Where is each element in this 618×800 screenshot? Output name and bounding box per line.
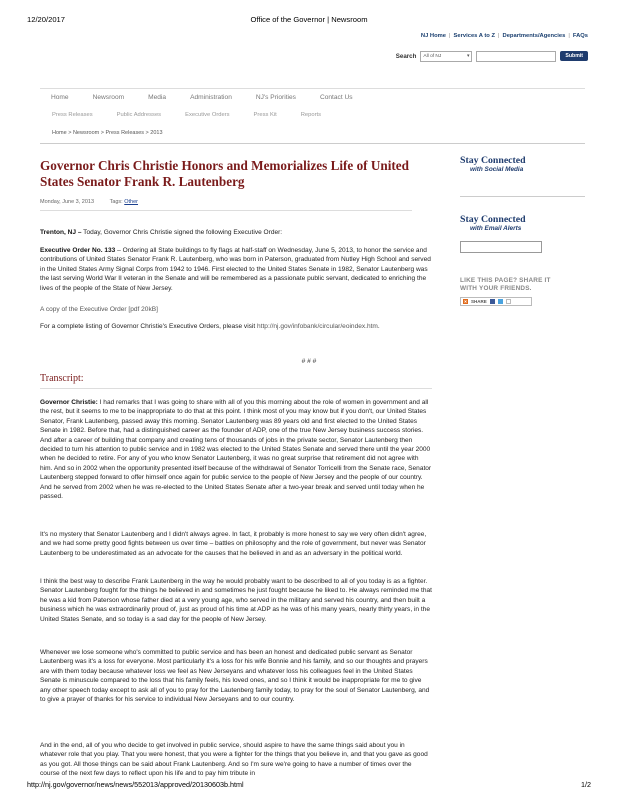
search-scope-value: All of NJ bbox=[423, 53, 442, 59]
share-button[interactable] bbox=[460, 297, 532, 306]
paragraph-text: It's no mystery that Senator Lautenberg and I didn't always agree. In fact, it probably is more honest to say we very often didn't agree, and we had some pretty good fights between us over time – battles on philosophy and the role of government, but never was Senator Lautenberg to be underestimated as an advocate for the causes that he believed in and as an adversary in the political world. bbox=[40, 531, 427, 557]
breadcrumb[interactable]: Home > Newsroom > Press Releases > 2013 bbox=[52, 130, 163, 136]
transcript-paragraph bbox=[40, 398, 432, 501]
email-input[interactable] bbox=[460, 241, 542, 253]
sidebar-share bbox=[460, 277, 585, 306]
paragraph-text: For a complete listing of Governor Christie's Executive Orders, please visit bbox=[40, 323, 258, 330]
article-date: Monday, June 3, 2013 bbox=[40, 199, 95, 205]
faqs-link[interactable]: FAQs bbox=[572, 33, 588, 39]
submit-button[interactable]: Submit bbox=[560, 51, 588, 61]
social-media-link[interactable]: with Social Media bbox=[470, 166, 524, 173]
search-label: Search bbox=[395, 52, 417, 60]
subnav-reports[interactable]: Reports bbox=[300, 112, 322, 118]
speaker-name: Governor Christie: bbox=[40, 399, 98, 406]
separator: | bbox=[498, 33, 500, 39]
facebook-icon bbox=[490, 299, 495, 305]
share-heading-line: LIKE THIS PAGE? SHARE IT bbox=[460, 277, 551, 284]
executive-order-number: Executive Order No. 133 bbox=[40, 247, 116, 254]
separator: | bbox=[568, 33, 570, 39]
article-paragraph bbox=[40, 246, 432, 293]
page-title: Governor Chris Christie Honors and Memorializes Life of United States Senator Frank R. Lautenberg bbox=[40, 158, 409, 189]
transcript-paragraph bbox=[40, 577, 432, 624]
subnav-press-kit[interactable]: Press Kit bbox=[253, 112, 277, 118]
share-label: SHARE bbox=[471, 299, 487, 304]
footer-url: http://nj.gov/governor/news/news/552013/approved/20130603b.html bbox=[27, 780, 244, 789]
stay-connected-heading: Stay Connected bbox=[460, 155, 526, 166]
share-icon bbox=[463, 299, 468, 305]
nav-contact[interactable]: Contact Us bbox=[319, 93, 353, 101]
nav-media[interactable]: Media bbox=[148, 93, 167, 101]
sidebar-email bbox=[460, 214, 585, 253]
divider bbox=[460, 196, 585, 197]
search-input[interactable] bbox=[476, 51, 556, 62]
utility-links bbox=[421, 33, 588, 39]
section-separator: # # # bbox=[301, 358, 317, 365]
eo-index-link[interactable]: http://nj.gov/infobank/circular/eoindex.htm bbox=[257, 323, 378, 330]
paragraph-text: – Ordering all State buildings to fly flags at half-staff on Wednesday, June 5, 2013, to honor the service and contributions of United States Senator Frank R. Lautenberg, who was born in Paterson, graduated from Nutley High School and served in the United States Army Signal Corps from 1942 to 1946. First elected to the United States Senate in 1982, Senator Lautenberg was the last serving World War II veteran in the Senate and will be remembered as a passionate public servant, dedicated to enriching the lives of the people of the State of New Jersey. bbox=[40, 247, 431, 292]
separator: | bbox=[449, 33, 451, 39]
departments-link[interactable]: Departments/Agencies bbox=[502, 33, 566, 39]
services-link[interactable]: Services A to Z bbox=[453, 33, 495, 39]
paragraph-text: I had remarks that I was going to share with all of you this morning about the role of women in government and all the rest, but it seems to me to be inappropriate to do that at this point. I think most of you may know but if you don't, our United States Senator, Frank Lautenberg, passed away this morning. Senator Lautenberg was 89 years old and first elected to the United States Senate in 1982. Before that, had a distinguished career as the founder of ADP, one of the true New Jersey business success stories. And after a career of building that company and creating tens of thousands of jobs in the private sector, Senator Lautenberg then decided to turn his attention to public service and in 1982 was elected to the United States Senate and served there until the year 2000 when he decided to retire. For any of you who know Senator Lautenberg, it was no great surprise that retirement did not agree with him. And so in 2002 when the opportunity presented itself because of the withdrawal of Senator Torricelli from the Senate race, Senator Lautenberg stepped forward to offer himself once again for public service to the people of New Jersey and the people of our country. And he served from 2002 when he was re-elected to the United States Senate after a two-year break and served until today when he passed. bbox=[40, 399, 432, 501]
page-number: 1/2 bbox=[581, 780, 591, 789]
paragraph-text: Whenever we lose someone who's committed to public service and has been an honest and dedicated public servant as Senator Lautenberg was it's a loss for everyone. Most particularly it's a loss for his wife Bonnie and his family, and so our thoughts and prayers are with them today because whatever loss we feel as New Jerseyans and whatever loss his colleagues feel in the United States Senate is minuscule compared to the loss that his family feels, his loved ones, and so I think it would be inappropriate for me to give any other speech today except to ask all of you to pray for the Lautenberg family today, to pray for the soul of Senator Lautenberg, and to give a prayer of thanks for his service to individual New Jerseyans and to our country. bbox=[40, 649, 430, 704]
subnav-public-addresses[interactable]: Public Addresses bbox=[116, 112, 162, 118]
article-meta bbox=[40, 199, 138, 205]
divider bbox=[40, 143, 585, 144]
pdf-link-row bbox=[40, 305, 432, 314]
nav-priorities[interactable]: NJ's Priorities bbox=[255, 93, 296, 101]
print-title: Office of the Governor | Newsroom bbox=[250, 15, 368, 24]
nj-home-link[interactable]: NJ Home bbox=[420, 33, 447, 39]
sub-nav bbox=[52, 112, 321, 118]
search-bar bbox=[396, 50, 588, 62]
nav-home[interactable]: Home bbox=[51, 93, 69, 101]
article-paragraph bbox=[40, 228, 432, 237]
search-scope-select[interactable] bbox=[420, 51, 472, 62]
share-heading-line: WITH YOUR FRIENDS. bbox=[460, 285, 532, 292]
twitter-icon bbox=[498, 299, 503, 305]
executive-order-pdf-link[interactable]: A copy of the Executive Order [pdf 20kB] bbox=[40, 306, 158, 313]
dateline: Trenton, NJ – bbox=[40, 229, 82, 236]
subnav-executive-orders[interactable]: Executive Orders bbox=[185, 112, 230, 118]
paragraph-text: I think the best way to describe Frank Lautenberg in the way he would probably want to be described to all of you today is as a fighter. Senator Lautenberg fought for the things he believed in and sometimes he just fought because he liked to. He always reminded me that he was a kid from Paterson whose father died at a very young age, who served in the military and served his country, and then built a business which he was extraordinarily proud of, just as proud of his time at ADP as he was of his many years, nearly thirty years, in the United States Senate, and so today is a sad day for the people of New Jersey. bbox=[40, 578, 432, 623]
sidebar-social bbox=[460, 155, 585, 197]
tags-label: Tags: bbox=[109, 199, 123, 205]
stay-connected-heading: Stay Connected bbox=[460, 214, 526, 225]
chevron-down-icon: ▾ bbox=[466, 53, 470, 59]
paragraph-text: And in the end, all of you who decide to get involved in public service, should aspire to have the same things said about you in whatever role that you play. That you were honest, that you were a fighter for the things that you believe in, and that you gave as good as you got. All those things can be said about Frank Lautenberg. And so I'm sure we're going to have a number of times over the course of the next few days to reflect upon his life and to pay him tribute in bbox=[40, 742, 428, 778]
transcript-heading: Transcript: bbox=[40, 373, 84, 384]
email-alerts-link[interactable]: with Email Alerts bbox=[470, 225, 522, 232]
print-date: 12/20/2017 bbox=[27, 15, 66, 24]
article-paragraph bbox=[40, 322, 432, 331]
email-icon bbox=[506, 299, 511, 305]
nav-administration[interactable]: Administration bbox=[190, 93, 232, 101]
subnav-press-releases[interactable]: Press Releases bbox=[52, 112, 93, 118]
transcript-paragraph bbox=[40, 530, 432, 558]
main-nav bbox=[40, 88, 585, 105]
divider bbox=[40, 388, 432, 389]
paragraph-text: Today, Governor Chris Christie signed the following Executive Order: bbox=[81, 229, 283, 236]
paragraph-text: . bbox=[377, 323, 380, 330]
transcript-paragraph bbox=[40, 741, 432, 779]
tag-link[interactable]: Other bbox=[124, 199, 139, 205]
divider bbox=[40, 210, 412, 211]
print-header bbox=[27, 15, 591, 27]
transcript-paragraph bbox=[40, 648, 432, 704]
nav-newsroom[interactable]: Newsroom bbox=[92, 93, 125, 101]
